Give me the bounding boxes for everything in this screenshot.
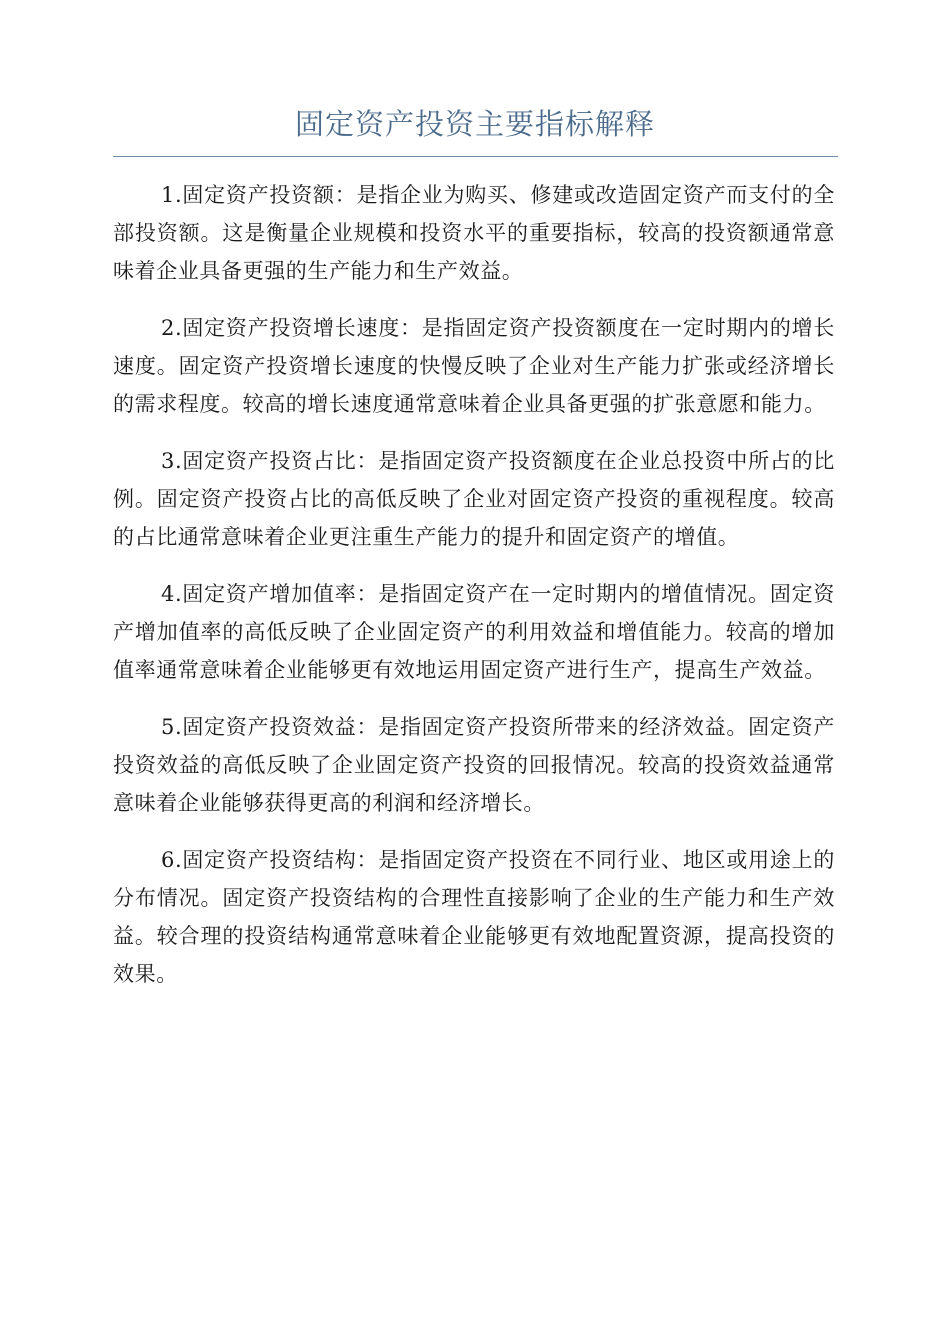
paragraph-investment-structure: 6.固定资产投资结构：是指固定资产投资在不同行业、地区或用途上的分布情况。固定资产投资结构的合理性直接影响了企业的生产能力和生产效益。较合理的投资结构通常意味着企业能够更有效地配置资源，提高投资的效果。	[113, 848, 835, 986]
paragraph-investment-amount: 1.固定资产投资额：是指企业为购买、修建或改造固定资产而支付的全部投资额。这是衡量企业规模和投资水平的重要指标，较高的投资额通常意味着企业具备更强的生产能力和生产效益。	[113, 183, 835, 283]
document-body	[113, 176, 835, 1012]
paragraph-investment-benefit: 5.固定资产投资效益：是指固定资产投资所带来的经济效益。固定资产投资效益的高低反映了企业固定资产投资的回报情况。较高的投资效益通常意味着企业能够获得更高的利润和经济增长。	[113, 715, 835, 815]
paragraph-investment-share: 3.固定资产投资占比：是指固定资产投资额度在企业总投资中所占的比例。固定资产投资占比的高低反映了企业对固定资产投资的重视程度。较高的占比通常意味着企业更注重生产能力的提升和固定资产的增值。	[113, 449, 835, 549]
page-title: 固定资产投资主要指标解释	[294, 107, 655, 141]
title-divider	[113, 156, 838, 157]
paragraph-value-added-rate: 4.固定资产增加值率：是指固定资产在一定时期内的增值情况。固定资产增加值率的高低反映了企业固定资产的利用效益和增值能力。较高的增加值率通常意味着企业能够更有效地运用固定资产进行生产，提高生产效益。	[113, 582, 835, 682]
paragraph-investment-growth-rate: 2.固定资产投资增长速度：是指固定资产投资额度在一定时期内的增长速度。固定资产投资增长速度的快慢反映了企业对生产能力扩张或经济增长的需求程度。较高的增长速度通常意味着企业具备更强的扩张意愿和能力。	[113, 316, 835, 416]
